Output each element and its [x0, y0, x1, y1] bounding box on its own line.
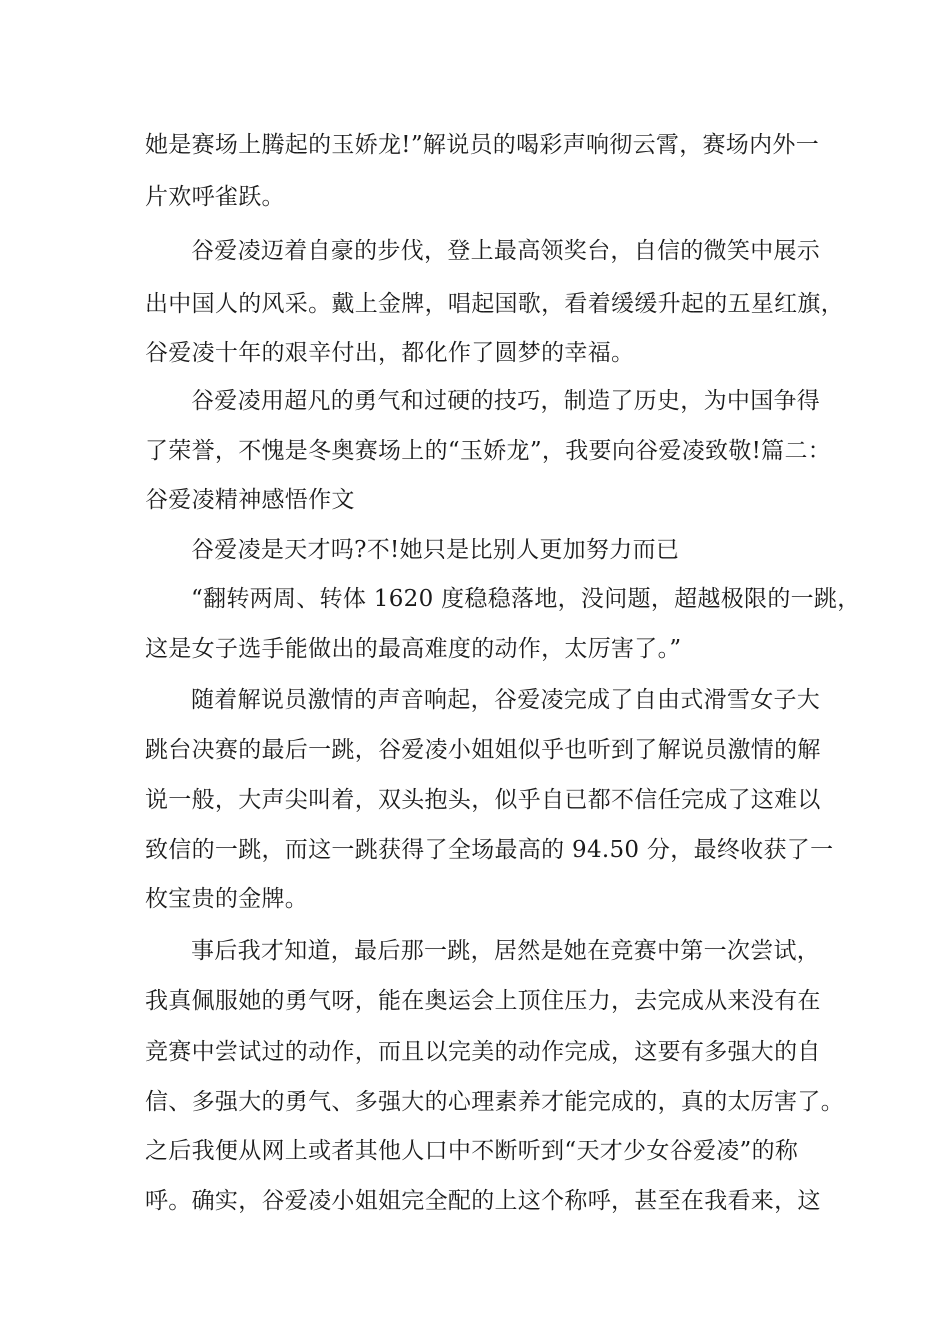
- paragraph-start-line: “翻转两周、转体 1620 度稳稳落地，没问题，超越极限的一跳，: [191, 586, 861, 612]
- text-line: 竞赛中尝试过的动作，而且以完美的动作完成，这要有多强大的自: [145, 1039, 821, 1065]
- text-line: 枚宝贵的金牌。: [145, 886, 309, 912]
- paragraph-start-line: 谷爱凌用超凡的勇气和过硬的技巧，制造了历史，为中国争得: [191, 388, 821, 414]
- text-line: 出中国人的风采。戴上金牌，唱起国歌，看着缓缓升起的五星红旗，: [145, 291, 844, 317]
- text-line: 这是女子选手能做出的最高难度的动作，太厉害了。”: [145, 636, 682, 662]
- text-line: 她是赛场上腾起的玉娇龙!”解说员的喝彩声响彻云霄，赛场内外一: [145, 132, 820, 158]
- paragraph-start-line: 谷爱凌是天才吗?不!她只是比别人更加努力而已: [191, 537, 680, 563]
- text-line: 致信的一跳，而这一跳获得了全场最高的 94.50 分，最终收获了一: [145, 837, 834, 863]
- text-line: 呼。确实，谷爱凌小姐姐完全配的上这个称呼，甚至在我看来，这: [145, 1188, 821, 1214]
- text-line: 之后我便从网上或者其他人口中不断听到“天才少女谷爱凌”的称: [145, 1138, 799, 1164]
- paragraph-start-line: 事后我才知道，最后那一跳，居然是她在竞赛中第一次尝试，: [191, 938, 821, 964]
- paragraph-start-line: 随着解说员激情的声音响起，谷爱凌完成了自由式滑雪女子大: [191, 687, 821, 713]
- text-line: 说一般，大声尖叫着，双头抱头，似乎自已都不信任完成了这难以: [145, 787, 821, 813]
- paragraph-start-line: 谷爱凌迈着自豪的步伐，登上最高领奖台，自信的微笑中展示: [191, 238, 821, 264]
- text-line: 谷爱凌十年的艰辛付出，都化作了圆梦的幸福。: [145, 340, 635, 366]
- text-line: 片欢呼雀跃。: [145, 184, 285, 210]
- text-line: 了荣誉，不愧是冬奥赛场上的“玉娇龙”，我要向谷爱凌致敬!篇二：: [145, 438, 832, 464]
- text-line: 跳台决赛的最后一跳，谷爱凌小姐姐似乎也听到了解说员激情的解: [145, 737, 821, 763]
- text-line: 我真佩服她的勇气呀，能在奥运会上顶住压力，去完成从来没有在: [145, 988, 821, 1014]
- text-line: 信、多强大的勇气、多强大的心理素养才能完成的，真的太厉害了。: [145, 1089, 844, 1115]
- section-heading-line: 谷爱凌精神感悟作文: [145, 487, 355, 513]
